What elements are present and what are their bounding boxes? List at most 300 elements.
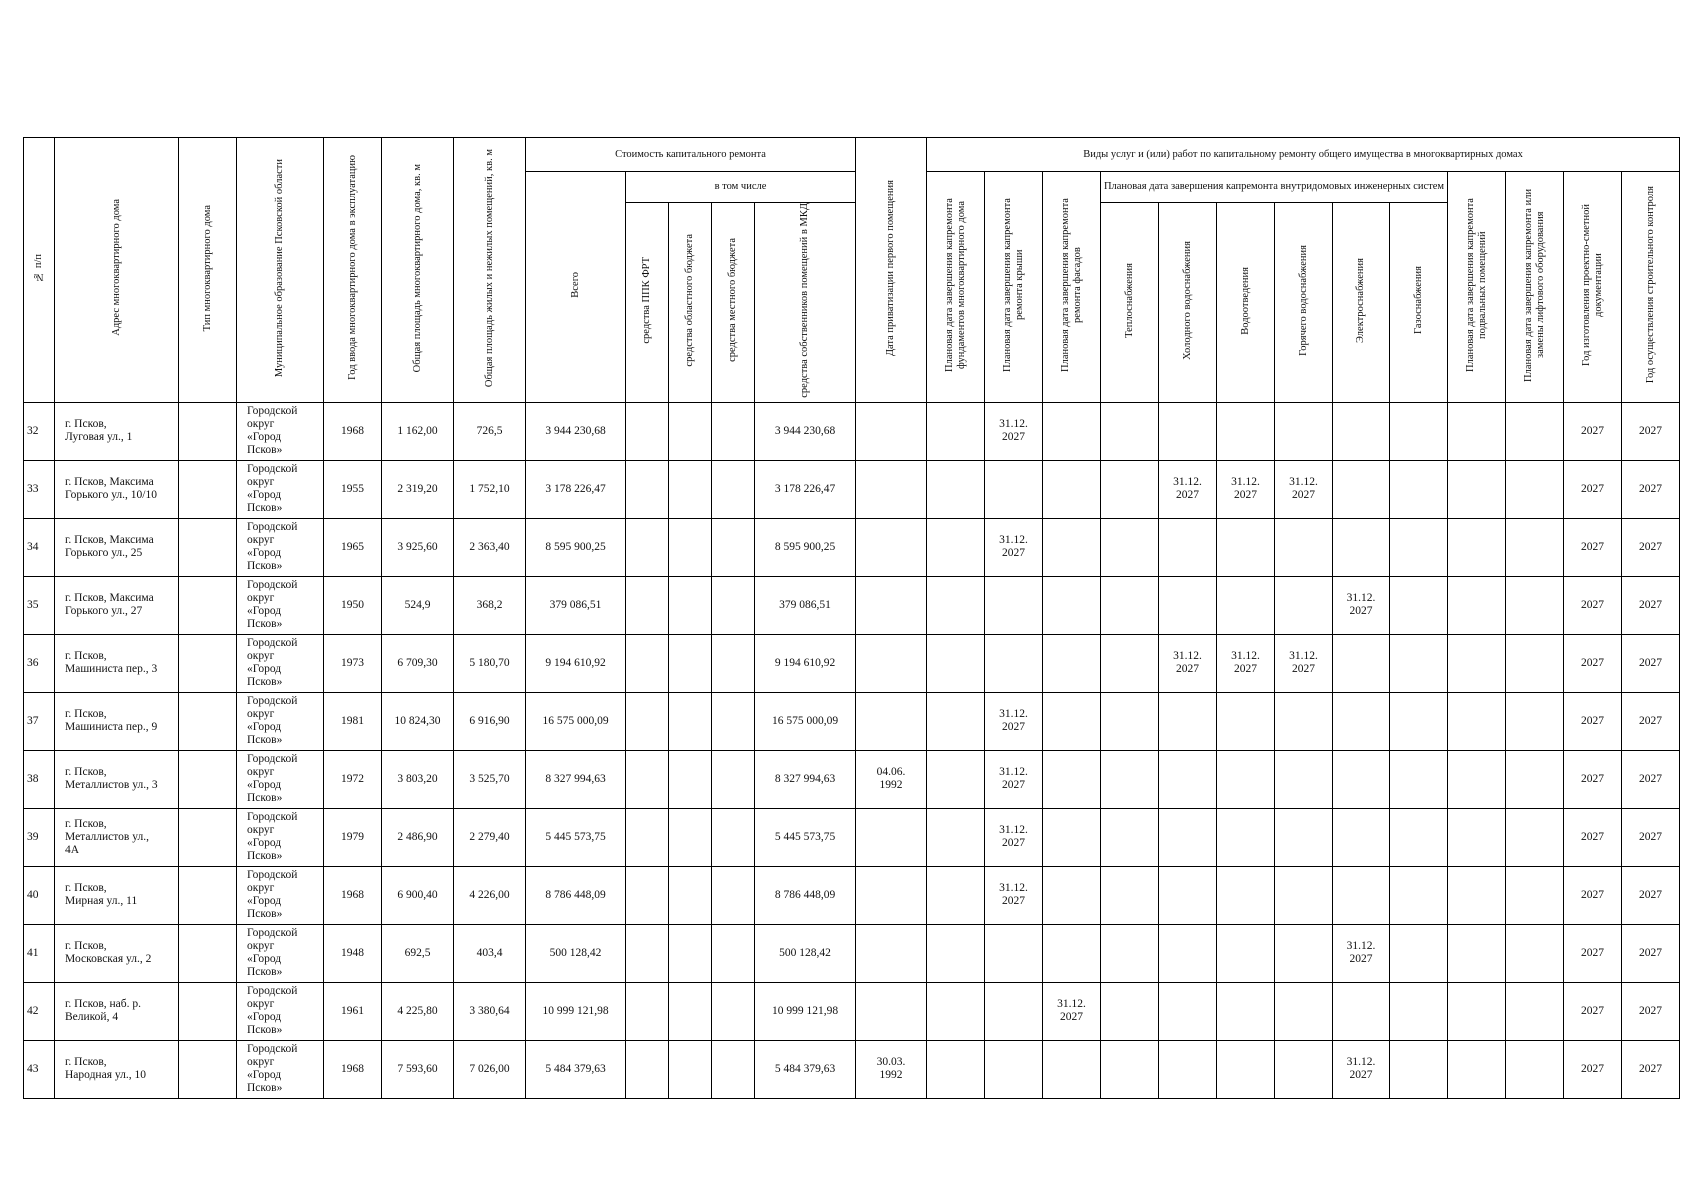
cell-regional: [669, 692, 712, 750]
cell-num: 32: [24, 402, 55, 460]
cell-gas: [1390, 460, 1448, 518]
cell-hot-water: [1275, 866, 1333, 924]
header-type: Тип многоквартирного дома: [179, 138, 237, 403]
cell-electric: [1333, 460, 1390, 518]
cell-drainage: [1217, 924, 1275, 982]
cell-roof: 31.12. 2027: [985, 750, 1043, 808]
cell-owners: 8 595 900,25: [755, 518, 856, 576]
cell-premises-area: 4 226,00: [454, 866, 526, 924]
header-design-year: Год изготовления проектно-сметной документации: [1564, 172, 1622, 403]
cell-privatization: [856, 402, 927, 460]
cell-owners: 3 944 230,68: [755, 402, 856, 460]
cell-electric: [1333, 634, 1390, 692]
cell-regional: [669, 518, 712, 576]
cell-design-year: 2027: [1564, 866, 1622, 924]
cell-facade: [1043, 460, 1101, 518]
cell-municipality: Городской округ «Город Псков»: [237, 518, 324, 576]
cell-type: [179, 460, 237, 518]
cell-drainage: [1217, 1040, 1275, 1098]
cell-hot-water: [1275, 924, 1333, 982]
cell-roof: [985, 576, 1043, 634]
cell-drainage: [1217, 692, 1275, 750]
cell-privatization: [856, 982, 927, 1040]
table-row: [24, 518, 1680, 576]
cell-roof: 31.12. 2027: [985, 808, 1043, 866]
cell-privatization: [856, 924, 927, 982]
header-facade: Плановая дата завершения капремонта ремонта фасадов: [1043, 172, 1101, 403]
cell-hot-water: [1275, 402, 1333, 460]
cell-num: 36: [24, 634, 55, 692]
cell-address: г. Псков, Машиниста пер., 9: [55, 692, 179, 750]
cell-premises-area: 1 752,10: [454, 460, 526, 518]
header-roof: Плановая дата завершения капремонта ремонта крыши: [985, 172, 1043, 403]
cell-design-year: 2027: [1564, 518, 1622, 576]
cell-frt: [626, 402, 669, 460]
cell-elevator: [1506, 518, 1564, 576]
cell-design-year: 2027: [1564, 924, 1622, 982]
cell-year: 1961: [324, 982, 382, 1040]
cell-local: [712, 866, 755, 924]
cell-cost-total: 8 327 994,63: [526, 750, 626, 808]
cell-facade: [1043, 750, 1101, 808]
cell-gas: [1390, 982, 1448, 1040]
cell-heat: [1101, 1040, 1159, 1098]
cell-control-year: 2027: [1622, 634, 1680, 692]
cell-hot-water: [1275, 1040, 1333, 1098]
cell-regional: [669, 634, 712, 692]
cell-drainage: [1217, 982, 1275, 1040]
header-heat: Теплоснабжения: [1101, 203, 1159, 403]
cell-drainage: [1217, 402, 1275, 460]
cell-gas: [1390, 576, 1448, 634]
cell-roof: [985, 982, 1043, 1040]
cell-control-year: 2027: [1622, 866, 1680, 924]
cell-frt: [626, 982, 669, 1040]
cell-facade: [1043, 518, 1101, 576]
cell-gas: [1390, 634, 1448, 692]
cell-roof: 31.12. 2027: [985, 692, 1043, 750]
cell-cold-water: [1159, 924, 1217, 982]
cell-roof: 31.12. 2027: [985, 402, 1043, 460]
table-row: [24, 866, 1680, 924]
cell-address: г. Псков, Максима Горького ул., 25: [55, 518, 179, 576]
cell-basement: [1448, 1040, 1506, 1098]
cell-roof: 31.12. 2027: [985, 518, 1043, 576]
cell-gas: [1390, 808, 1448, 866]
cell-total-area: 6 900,40: [382, 866, 454, 924]
cell-municipality: Городской округ «Город Псков»: [237, 576, 324, 634]
cell-gas: [1390, 866, 1448, 924]
cell-local: [712, 460, 755, 518]
cell-local: [712, 634, 755, 692]
cell-cold-water: [1159, 750, 1217, 808]
cell-gas: [1390, 518, 1448, 576]
cell-year: 1979: [324, 808, 382, 866]
cell-design-year: 2027: [1564, 750, 1622, 808]
cell-heat: [1101, 808, 1159, 866]
cell-heat: [1101, 402, 1159, 460]
cell-privatization: [856, 634, 927, 692]
cell-elevator: [1506, 750, 1564, 808]
table-row: [24, 692, 1680, 750]
cell-regional: [669, 1040, 712, 1098]
cell-electric: [1333, 866, 1390, 924]
cell-facade: 31.12. 2027: [1043, 982, 1101, 1040]
cell-elevator: [1506, 982, 1564, 1040]
cell-regional: [669, 750, 712, 808]
cell-hot-water: [1275, 692, 1333, 750]
cell-basement: [1448, 460, 1506, 518]
cell-electric: [1333, 982, 1390, 1040]
cell-total-area: 1 162,00: [382, 402, 454, 460]
table-row: [24, 1040, 1680, 1098]
header-address: Адрес многоквартирного дома: [55, 138, 179, 403]
cell-year: 1955: [324, 460, 382, 518]
table-row: [24, 750, 1680, 808]
cell-cost-total: 8 786 448,09: [526, 866, 626, 924]
cell-municipality: Городской округ «Город Псков»: [237, 866, 324, 924]
cell-control-year: 2027: [1622, 518, 1680, 576]
cell-heat: [1101, 982, 1159, 1040]
cell-basement: [1448, 924, 1506, 982]
header-gas: Газоснабжения: [1390, 203, 1448, 403]
cell-cost-total: 16 575 000,09: [526, 692, 626, 750]
cell-cost-total: 5 445 573,75: [526, 808, 626, 866]
cell-drainage: 31.12. 2027: [1217, 634, 1275, 692]
cell-municipality: Городской округ «Город Псков»: [237, 750, 324, 808]
cell-design-year: 2027: [1564, 576, 1622, 634]
cell-type: [179, 924, 237, 982]
cell-local: [712, 808, 755, 866]
cell-privatization: [856, 518, 927, 576]
header-year-commissioned: Год ввода многоквартирного дома в эксплуатацию: [324, 138, 382, 403]
cell-elevator: [1506, 924, 1564, 982]
cell-elevator: [1506, 460, 1564, 518]
cell-elevator: [1506, 866, 1564, 924]
cell-cost-total: 379 086,51: [526, 576, 626, 634]
cell-address: г. Псков, Металлистов ул., 4А: [55, 808, 179, 866]
cell-control-year: 2027: [1622, 750, 1680, 808]
header-frt: средства ППК ФРТ: [626, 203, 669, 403]
cell-year: 1968: [324, 402, 382, 460]
cell-num: 35: [24, 576, 55, 634]
cell-facade: [1043, 692, 1101, 750]
cell-owners: 8 327 994,63: [755, 750, 856, 808]
cell-premises-area: 2 363,40: [454, 518, 526, 576]
cell-address: г. Псков, Металлистов ул., 3: [55, 750, 179, 808]
cell-owners: 5 484 379,63: [755, 1040, 856, 1098]
cell-roof: [985, 634, 1043, 692]
cell-premises-area: 6 916,90: [454, 692, 526, 750]
cell-num: 40: [24, 866, 55, 924]
cell-regional: [669, 808, 712, 866]
header-works-group: Виды услуг и (или) работ по капитальному ремонту общего имущества в многоквартирных домах: [927, 138, 1680, 172]
cell-municipality: Городской округ «Город Псков»: [237, 982, 324, 1040]
cell-hot-water: [1275, 982, 1333, 1040]
cell-premises-area: 3 380,64: [454, 982, 526, 1040]
cell-frt: [626, 866, 669, 924]
cell-owners: 379 086,51: [755, 576, 856, 634]
cell-facade: [1043, 924, 1101, 982]
cell-num: 41: [24, 924, 55, 982]
cell-facade: [1043, 634, 1101, 692]
cell-owners: 8 786 448,09: [755, 866, 856, 924]
cell-year: 1972: [324, 750, 382, 808]
cell-electric: [1333, 692, 1390, 750]
cell-electric: [1333, 402, 1390, 460]
cell-owners: 500 128,42: [755, 924, 856, 982]
header-hot-water: Горячего водоснабжения: [1275, 203, 1333, 403]
cell-owners: 5 445 573,75: [755, 808, 856, 866]
cell-cold-water: [1159, 402, 1217, 460]
cell-control-year: 2027: [1622, 982, 1680, 1040]
table-row: [24, 634, 1680, 692]
cell-facade: [1043, 1040, 1101, 1098]
cell-cold-water: 31.12. 2027: [1159, 634, 1217, 692]
cell-roof: [985, 1040, 1043, 1098]
cell-facade: [1043, 808, 1101, 866]
cell-municipality: Городской округ «Город Псков»: [237, 692, 324, 750]
cell-electric: 31.12. 2027: [1333, 576, 1390, 634]
cell-type: [179, 402, 237, 460]
cell-foundation: [927, 460, 985, 518]
cell-premises-area: 3 525,70: [454, 750, 526, 808]
cell-heat: [1101, 866, 1159, 924]
cell-total-area: 7 593,60: [382, 1040, 454, 1098]
cell-municipality: Городской округ «Город Псков»: [237, 634, 324, 692]
cell-num: 38: [24, 750, 55, 808]
cell-total-area: 10 824,30: [382, 692, 454, 750]
cell-address: г. Псков, наб. р. Великой, 4: [55, 982, 179, 1040]
header-electric: Электроснабжения: [1333, 203, 1390, 403]
cell-num: 37: [24, 692, 55, 750]
cell-basement: [1448, 518, 1506, 576]
cell-type: [179, 750, 237, 808]
table-row: [24, 808, 1680, 866]
cell-type: [179, 866, 237, 924]
cell-address: г. Псков, Максима Горького ул., 27: [55, 576, 179, 634]
cell-cost-total: 9 194 610,92: [526, 634, 626, 692]
cell-foundation: [927, 866, 985, 924]
cell-type: [179, 982, 237, 1040]
cell-owners: 10 999 121,98: [755, 982, 856, 1040]
cell-cold-water: [1159, 866, 1217, 924]
cell-hot-water: 31.12. 2027: [1275, 460, 1333, 518]
cell-year: 1950: [324, 576, 382, 634]
table-row: [24, 924, 1680, 982]
cell-address: г. Псков, Максима Горького ул., 10/10: [55, 460, 179, 518]
cell-foundation: [927, 982, 985, 1040]
cell-num: 34: [24, 518, 55, 576]
cell-heat: [1101, 924, 1159, 982]
cell-roof: [985, 460, 1043, 518]
cell-heat: [1101, 634, 1159, 692]
cell-electric: [1333, 518, 1390, 576]
cell-cold-water: [1159, 808, 1217, 866]
cell-cost-total: 10 999 121,98: [526, 982, 626, 1040]
cell-facade: [1043, 866, 1101, 924]
cell-cold-water: [1159, 982, 1217, 1040]
cell-heat: [1101, 576, 1159, 634]
cell-design-year: 2027: [1564, 460, 1622, 518]
cell-electric: [1333, 808, 1390, 866]
cell-privatization: 30.03. 1992: [856, 1040, 927, 1098]
cell-hot-water: [1275, 808, 1333, 866]
header-cost-group: Стоимость капитального ремонта: [526, 138, 856, 172]
cell-total-area: 4 225,80: [382, 982, 454, 1040]
cell-hot-water: [1275, 518, 1333, 576]
cell-total-area: 3 925,60: [382, 518, 454, 576]
cell-type: [179, 634, 237, 692]
cell-municipality: Городской округ «Город Псков»: [237, 924, 324, 982]
cell-foundation: [927, 750, 985, 808]
header-owners: средства собственников помещений в МКД: [755, 203, 856, 403]
cell-heat: [1101, 692, 1159, 750]
cell-basement: [1448, 808, 1506, 866]
cell-total-area: 2 486,90: [382, 808, 454, 866]
cell-cold-water: [1159, 1040, 1217, 1098]
cell-privatization: [856, 576, 927, 634]
cell-drainage: [1217, 808, 1275, 866]
cell-premises-area: 2 279,40: [454, 808, 526, 866]
cell-cold-water: [1159, 576, 1217, 634]
cell-year: 1981: [324, 692, 382, 750]
cell-foundation: [927, 924, 985, 982]
cell-foundation: [927, 634, 985, 692]
cell-roof: 31.12. 2027: [985, 866, 1043, 924]
cell-foundation: [927, 518, 985, 576]
cell-design-year: 2027: [1564, 634, 1622, 692]
cell-year: 1965: [324, 518, 382, 576]
cell-drainage: [1217, 576, 1275, 634]
cell-elevator: [1506, 692, 1564, 750]
cell-facade: [1043, 576, 1101, 634]
cell-municipality: Городской округ «Город Псков»: [237, 1040, 324, 1098]
cell-hot-water: [1275, 576, 1333, 634]
cell-design-year: 2027: [1564, 1040, 1622, 1098]
cell-total-area: 524,9: [382, 576, 454, 634]
cell-control-year: 2027: [1622, 924, 1680, 982]
cell-total-area: 6 709,30: [382, 634, 454, 692]
cell-frt: [626, 518, 669, 576]
cell-address: г. Псков, Мирная ул., 11: [55, 866, 179, 924]
cell-regional: [669, 924, 712, 982]
header-foundation: Плановая дата завершения капремонта фундаментов многоквартирного дома: [927, 172, 985, 403]
header-total-area: Общая площадь многоквартирного дома, кв. м: [382, 138, 454, 403]
cell-cold-water: [1159, 518, 1217, 576]
cell-type: [179, 692, 237, 750]
cell-foundation: [927, 402, 985, 460]
cell-regional: [669, 866, 712, 924]
cell-gas: [1390, 402, 1448, 460]
table-row: [24, 460, 1680, 518]
cell-local: [712, 692, 755, 750]
cell-total-area: 2 319,20: [382, 460, 454, 518]
cell-frt: [626, 924, 669, 982]
cell-year: 1948: [324, 924, 382, 982]
cell-regional: [669, 982, 712, 1040]
cell-drainage: [1217, 518, 1275, 576]
header-num: № п/п: [24, 138, 55, 403]
cell-cold-water: [1159, 692, 1217, 750]
cell-facade: [1043, 402, 1101, 460]
cell-basement: [1448, 750, 1506, 808]
cell-year: 1973: [324, 634, 382, 692]
cell-frt: [626, 1040, 669, 1098]
capital-repair-table: [23, 137, 1680, 1099]
cell-municipality: Городской округ «Город Псков»: [237, 808, 324, 866]
cell-basement: [1448, 634, 1506, 692]
cell-owners: 3 178 226,47: [755, 460, 856, 518]
cell-foundation: [927, 808, 985, 866]
cell-frt: [626, 460, 669, 518]
header-premises-area: Общая площадь жилых и нежилых помещений, кв. м: [454, 138, 526, 403]
cell-address: г. Псков, Луговая ул., 1: [55, 402, 179, 460]
cell-frt: [626, 750, 669, 808]
header-municipality: Муниципальное образование Псковской области: [237, 138, 324, 403]
cell-frt: [626, 692, 669, 750]
cell-foundation: [927, 1040, 985, 1098]
header-control-year: Год осуществления строительного контроля: [1622, 172, 1680, 403]
cell-gas: [1390, 1040, 1448, 1098]
cell-control-year: 2027: [1622, 808, 1680, 866]
table-row: [24, 576, 1680, 634]
cell-premises-area: 403,4: [454, 924, 526, 982]
cell-owners: 9 194 610,92: [755, 634, 856, 692]
cell-cost-total: 5 484 379,63: [526, 1040, 626, 1098]
cell-local: [712, 576, 755, 634]
header-including: в том числе: [626, 172, 856, 203]
cell-local: [712, 982, 755, 1040]
header-systems-group: Плановая дата завершения капремонта внутридомовых инженерных систем: [1101, 172, 1448, 203]
cell-premises-area: 368,2: [454, 576, 526, 634]
cell-basement: [1448, 692, 1506, 750]
cell-control-year: 2027: [1622, 402, 1680, 460]
cell-type: [179, 808, 237, 866]
cell-hot-water: 31.12. 2027: [1275, 634, 1333, 692]
cell-privatization: [856, 808, 927, 866]
cell-total-area: 3 803,20: [382, 750, 454, 808]
cell-basement: [1448, 866, 1506, 924]
cell-foundation: [927, 576, 985, 634]
cell-privatization: [856, 692, 927, 750]
cell-local: [712, 518, 755, 576]
cell-design-year: 2027: [1564, 692, 1622, 750]
cell-address: г. Псков, Московская ул., 2: [55, 924, 179, 982]
cell-elevator: [1506, 402, 1564, 460]
cell-year: 1968: [324, 866, 382, 924]
cell-roof: [985, 924, 1043, 982]
cell-num: 39: [24, 808, 55, 866]
cell-total-area: 692,5: [382, 924, 454, 982]
cell-privatization: [856, 866, 927, 924]
cell-elevator: [1506, 634, 1564, 692]
cell-num: 33: [24, 460, 55, 518]
cell-gas: [1390, 692, 1448, 750]
cell-heat: [1101, 750, 1159, 808]
cell-municipality: Городской округ «Город Псков»: [237, 402, 324, 460]
cell-type: [179, 576, 237, 634]
cell-design-year: 2027: [1564, 982, 1622, 1040]
cell-basement: [1448, 576, 1506, 634]
table-row: [24, 402, 1680, 460]
cell-gas: [1390, 750, 1448, 808]
cell-hot-water: [1275, 750, 1333, 808]
header-regional: средства областного бюджета: [669, 203, 712, 403]
cell-local: [712, 750, 755, 808]
cell-heat: [1101, 460, 1159, 518]
cell-local: [712, 402, 755, 460]
